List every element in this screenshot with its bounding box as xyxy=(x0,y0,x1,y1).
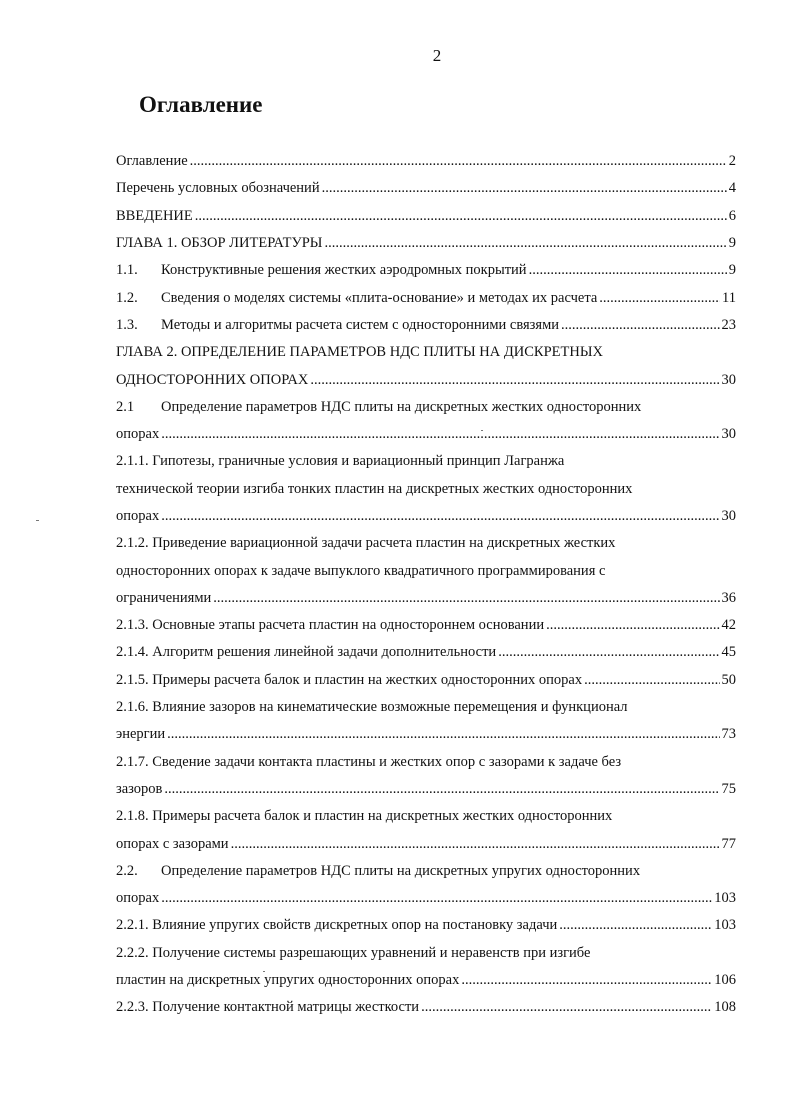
toc-entry[interactable] xyxy=(116,585,736,612)
toc-entry-page: 103 xyxy=(714,890,736,907)
toc-entry-title: Методы и алгоритмы расчета систем с односторонними связями xyxy=(161,316,560,333)
toc-entry-page: 9 xyxy=(728,262,736,279)
toc-entry-number: 2.1 xyxy=(116,398,135,415)
table-of-contents xyxy=(116,148,736,1022)
toc-entry-title: ОДНОСТОРОННИХ ОПОРАХ xyxy=(116,371,309,388)
toc-leader xyxy=(599,290,720,307)
toc-leader xyxy=(213,590,719,607)
toc-leader xyxy=(167,726,719,743)
toc-leader xyxy=(324,235,726,252)
toc-entry[interactable] xyxy=(116,421,736,448)
toc-entry-middle-line xyxy=(116,557,736,584)
toc-entry[interactable] xyxy=(116,885,736,912)
toc-entry-first-line xyxy=(116,694,736,721)
toc-entry-title: ВВЕДЕНИЕ xyxy=(116,207,193,224)
toc-entry-page: 4 xyxy=(728,180,736,197)
toc-entry-page: 2 xyxy=(728,153,736,170)
toc-entry[interactable] xyxy=(116,830,736,857)
toc-entry-page: 36 xyxy=(721,589,736,606)
toc-entry-page: 30 xyxy=(721,508,736,524)
toc-entry-title[interactable]: 2.1.2. Приведение вариационной задачи расчета пластин на дискретных жестких xyxy=(116,535,616,552)
toc-leader xyxy=(529,262,727,279)
toc-leader xyxy=(190,153,727,170)
toc-entry[interactable] xyxy=(116,312,736,339)
toc-entry-number: 2.2. xyxy=(116,862,138,879)
toc-entry-title: Перечень условных обозначений xyxy=(116,180,320,197)
toc-entry[interactable] xyxy=(116,230,736,257)
toc-entry-title: 2.2.3. Получение контактной матрицы жесткости xyxy=(116,999,420,1016)
toc-entry-page: 103 xyxy=(714,917,736,934)
toc-entry-title: 2.1.3. Основные этапы расчета пластин на одностороннем основании xyxy=(116,617,545,634)
toc-entry-number: 1.1. xyxy=(116,262,138,279)
toc-entry-title: энергии xyxy=(116,726,166,743)
toc-leader xyxy=(546,617,719,634)
toc-entry[interactable] xyxy=(116,721,736,748)
toc-entry-first-line xyxy=(116,339,736,366)
toc-entry-number: 1.2. xyxy=(116,289,138,306)
toc-entry-title: зазоров xyxy=(116,780,163,797)
toc-entry-page: 108 xyxy=(714,999,736,1016)
toc-entry-page: 42 xyxy=(721,617,736,634)
toc-entry-title: Сведения о моделях системы «плита-основание» и методах их расчета xyxy=(161,289,598,306)
toc-leader xyxy=(310,372,719,389)
toc-entry[interactable] xyxy=(116,203,736,230)
toc-leader xyxy=(161,890,712,907)
toc-entry[interactable] xyxy=(116,639,736,666)
toc-entry-number: 1.3. xyxy=(116,316,138,333)
toc-entry-first-line xyxy=(116,394,736,421)
toc-entry-title: Оглавление xyxy=(116,153,188,170)
toc-entry-title: 2.1.4. Алгоритм решения линейной задачи дополнительности xyxy=(116,644,497,661)
toc-entry-title[interactable]: Определение параметров НДС плиты на дискретных жестких односторонних xyxy=(161,398,642,415)
toc-entry[interactable] xyxy=(116,776,736,803)
page-title: Оглавление xyxy=(139,92,263,117)
scan-speck xyxy=(36,520,39,521)
toc-entry-first-line xyxy=(116,448,736,475)
toc-entry-title[interactable]: ГЛАВА 2. ОПРЕДЕЛЕНИЕ ПАРАМЕТРОВ НДС ПЛИТЫ НА ДИСКРЕТНЫХ xyxy=(116,344,603,361)
toc-leader xyxy=(322,180,727,197)
toc-entry-title[interactable]: 2.1.8. Примеры расчета балок и пластин на дискретных жестких односторонних xyxy=(116,808,613,825)
toc-entry-first-line xyxy=(116,749,736,776)
toc-leader xyxy=(164,781,719,798)
toc-entry-title[interactable]: 2.1.7. Сведение задачи контакта пластины и жестких опор с зазорами к задаче без xyxy=(116,753,622,770)
scan-speck xyxy=(263,971,265,972)
toc-entry-page: 75 xyxy=(721,780,736,797)
toc-entry-title[interactable]: Определение параметров НДС плиты на дискретных упругих односторонних xyxy=(161,862,641,879)
toc-leader xyxy=(195,208,727,225)
toc-entry-page: 45 xyxy=(721,644,736,661)
toc-entry-middle-line xyxy=(116,476,736,503)
toc-entry-title: пластин на дискретных упругих односторонних опорах xyxy=(116,972,460,989)
toc-entry-title[interactable]: технической теории изгиба тонких пластин на дискретных жестких односторонних xyxy=(116,480,633,497)
toc-entry-first-line xyxy=(116,940,736,967)
toc-leader xyxy=(561,317,719,334)
toc-entry-title[interactable]: 2.1.1. Гипотезы, граничные условия и вариационный принцип Лагранжа xyxy=(116,453,565,470)
toc-leader xyxy=(161,508,719,525)
scan-speck xyxy=(481,430,483,431)
toc-entry-page: 50 xyxy=(721,671,736,688)
toc-entry-page: 30 xyxy=(721,426,736,443)
toc-leader xyxy=(498,644,719,661)
toc-entry[interactable] xyxy=(116,503,736,530)
toc-entry-page: 9 xyxy=(728,235,736,252)
toc-entry-first-line xyxy=(116,530,736,557)
toc-entry-page: 73 xyxy=(721,726,736,743)
toc-entry[interactable] xyxy=(116,257,736,284)
toc-leader xyxy=(161,426,719,443)
toc-entry-title: 2.2.1. Влияние упругих свойств дискретных опор на постановку задачи xyxy=(116,917,558,934)
toc-entry-page: 30 xyxy=(721,371,736,388)
toc-leader xyxy=(461,972,712,989)
toc-entry[interactable] xyxy=(116,284,736,311)
toc-entry[interactable] xyxy=(116,912,736,939)
toc-entry-title: опорах с зазорами xyxy=(116,835,229,852)
toc-entry-first-line xyxy=(116,858,736,885)
toc-entry-first-line xyxy=(116,803,736,830)
toc-entry[interactable] xyxy=(116,994,736,1021)
toc-entry-title: опорах xyxy=(116,426,160,443)
toc-entry-title: Конструктивные решения жестких аэродромных покрытий xyxy=(161,262,527,279)
toc-entry-page: 23 xyxy=(721,316,736,333)
toc-entry[interactable] xyxy=(116,148,736,175)
toc-entry-title: ограничениями xyxy=(116,589,212,606)
toc-entry-title: 2.1.5. Примеры расчета балок и пластин на жестких односторонних опорах xyxy=(116,671,583,688)
toc-entry-page: 6 xyxy=(728,207,736,224)
toc-entry[interactable] xyxy=(116,175,736,202)
toc-entry-title[interactable]: 2.2.2. Получение системы разрешающих уравнений и неравенств при изгибе xyxy=(116,944,591,961)
toc-entry[interactable] xyxy=(116,967,736,994)
toc-entry[interactable] xyxy=(116,612,736,639)
toc-entry-title[interactable]: 2.1.6. Влияние зазоров на кинематические возможные перемещения и функционал xyxy=(116,699,628,716)
toc-entry-title: опорах xyxy=(116,508,160,524)
toc-entry[interactable] xyxy=(116,667,736,694)
toc-leader xyxy=(559,917,712,934)
toc-entry-page: 106 xyxy=(714,972,736,989)
toc-leader xyxy=(584,672,719,689)
toc-entry-page: 77 xyxy=(721,835,736,852)
toc-entry-title: опорах xyxy=(116,890,160,907)
toc-leader xyxy=(421,999,712,1016)
toc-entry-title[interactable]: односторонних опорах к задаче выпуклого квадратичного программирования с xyxy=(116,562,606,579)
toc-entry-page: 11 xyxy=(722,289,736,306)
page-number: 2 xyxy=(432,46,442,65)
toc-leader xyxy=(231,836,720,853)
toc-entry-title: ГЛАВА 1. ОБЗОР ЛИТЕРАТУРЫ xyxy=(116,235,323,252)
toc-entry[interactable] xyxy=(116,366,736,393)
